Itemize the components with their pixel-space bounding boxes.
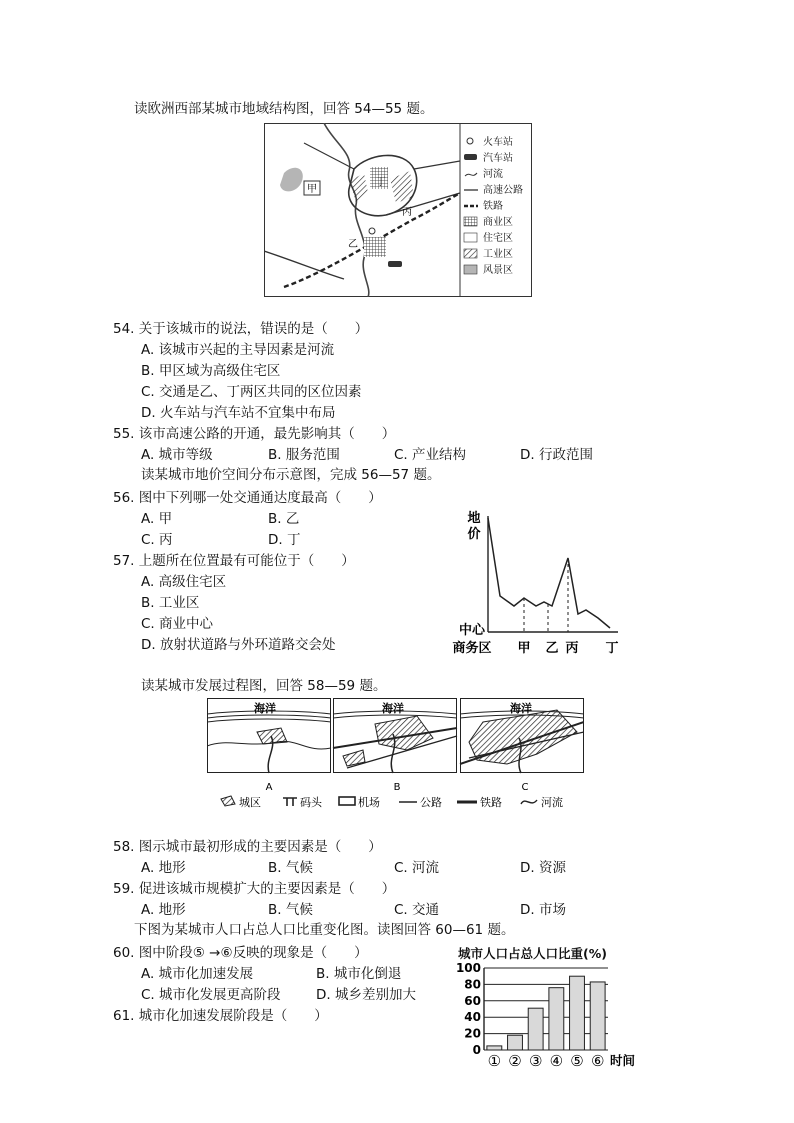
land-price-diagram <box>452 506 628 660</box>
q60-option-a[interactable]: A. 城市化加速发展 <box>141 966 254 982</box>
category-label: ② <box>508 1052 522 1070</box>
q54-option-a[interactable]: A. 该城市兴起的主导因素是河流 <box>141 342 335 358</box>
y-tick-label: 40 <box>464 1010 481 1025</box>
commercial-zone-icon <box>464 217 477 226</box>
x-label-bing: 丙 <box>565 641 579 656</box>
legend-river: 河流 <box>541 796 563 809</box>
q57-option-d[interactable]: D. 放射状道路与外环道路交会处 <box>141 637 336 653</box>
stage-label-c: C <box>521 782 529 793</box>
question-58-stem: 58. 图示城市最初形成的主要因素是（ ） <box>113 839 382 855</box>
x-label-yi: 乙 <box>545 641 559 656</box>
category-label: ⑥ <box>590 1052 605 1070</box>
legend-label: 工业区 <box>483 249 513 260</box>
q58-option-b[interactable]: B. 气候 <box>268 860 313 876</box>
category-label: ③ <box>528 1052 543 1070</box>
q56-option-d[interactable]: D. 丁 <box>268 532 301 548</box>
bar <box>549 988 564 1050</box>
urban-population-chart <box>456 944 646 1072</box>
legend-road: 公路 <box>420 796 442 809</box>
q55-option-b[interactable]: B. 服务范围 <box>268 447 340 463</box>
city-structure-map <box>264 123 532 297</box>
question-55-stem: 55. 该市高速公路的开通，最先影响其（ ） <box>113 426 396 442</box>
place-label-jia: 甲 <box>307 184 317 195</box>
y-tick-label: 60 <box>464 993 481 1008</box>
river-icon <box>521 800 537 804</box>
q54-option-c[interactable]: C. 交通是乙、丁两区共同的区位因素 <box>141 384 362 400</box>
urban-area-icon <box>221 796 235 806</box>
q55-option-c[interactable]: C. 产业结构 <box>394 447 467 463</box>
bar <box>487 1046 502 1050</box>
place-label-yi: 乙 <box>348 239 358 250</box>
q56-option-b[interactable]: B. 乙 <box>268 511 300 527</box>
q58-option-d[interactable]: D. 资源 <box>520 860 566 876</box>
q56-option-c[interactable]: C. 丙 <box>141 532 173 548</box>
intro-58-59: 读某城市发展过程图，回答 58—59 题。 <box>141 678 387 694</box>
bar <box>528 1008 543 1050</box>
q54-option-d[interactable]: D. 火车站与汽车站不宜集中布局 <box>141 405 336 421</box>
land-price-curve <box>488 518 610 628</box>
scenic-zone-icon <box>464 265 477 274</box>
legend-label: 汽车站 <box>483 153 513 164</box>
city-development-maps <box>207 698 584 814</box>
q59-option-b[interactable]: B. 气候 <box>268 902 313 918</box>
origin-label-1: 中心 <box>458 623 486 638</box>
question-56-stem: 56. 图中下列哪一处交通通达度最高（ ） <box>113 490 382 506</box>
q55-option-d[interactable]: D. 行政范围 <box>520 447 593 463</box>
legend-label: 火车站 <box>483 137 513 148</box>
land-price-ylabel-2: 价 <box>467 527 481 542</box>
sea-label-b: 海洋 <box>382 702 404 715</box>
chart-title: 城市人口占总人口比重(%) <box>458 946 607 961</box>
q60-option-c[interactable]: C. 城市化发展更高阶段 <box>141 987 281 1003</box>
origin-label-2: 商务区 <box>452 641 492 656</box>
category-label: ④ <box>549 1052 564 1070</box>
place-label-bing: 丙 <box>402 207 412 218</box>
legend-label: 高速公路 <box>483 185 523 196</box>
q60-option-b[interactable]: B. 城市化倒退 <box>316 966 402 982</box>
q58-option-c[interactable]: C. 河流 <box>394 860 440 876</box>
legend-dock: 码头 <box>300 796 322 809</box>
sea-label-a: 海洋 <box>254 702 276 715</box>
bar <box>508 1035 523 1050</box>
residential-zone-icon <box>464 233 477 242</box>
sea-label-c: 海洋 <box>510 702 532 715</box>
y-tick-label: 100 <box>456 962 481 975</box>
category-label: ① <box>487 1052 502 1070</box>
q60-option-d[interactable]: D. 城乡差别加大 <box>316 987 416 1003</box>
legend-label: 住宅区 <box>483 233 513 244</box>
q59-option-d[interactable]: D. 市场 <box>520 902 566 918</box>
stage-label-a: A <box>265 782 273 793</box>
question-57-stem: 57. 上题所在位置最有可能位于（ ） <box>113 553 355 569</box>
question-60-stem: 60. 图中阶段⑤ →⑥反映的现象是（ ） <box>113 945 368 961</box>
bus-station-icon <box>464 154 477 160</box>
y-tick-label: 80 <box>464 977 481 992</box>
legend-label: 风景区 <box>483 265 513 276</box>
q59-option-a[interactable]: A. 地形 <box>141 902 186 918</box>
place-label-ding: 丁 <box>376 177 386 188</box>
bar <box>570 976 585 1050</box>
q58-option-a[interactable]: A. 地形 <box>141 860 186 876</box>
land-price-drawing <box>452 506 628 660</box>
intro-56-57: 读某城市地价空间分布示意图，完成 56—57 题。 <box>141 467 441 483</box>
question-54-stem: 54. 关于该城市的说法，错误的是（ ） <box>113 321 369 337</box>
intro-60-61: 下图为某城市人口占总人口比重变化图。读图回答 60—61 题。 <box>134 922 515 938</box>
stage-label-b: B <box>393 782 401 793</box>
bar-chart-svg <box>456 962 646 1072</box>
q57-option-c[interactable]: C. 商业中心 <box>141 616 214 632</box>
legend-label: 商业区 <box>483 217 513 228</box>
q59-option-c[interactable]: C. 交通 <box>394 902 440 918</box>
question-61-stem: 61. 城市化加速发展阶段是（ ） <box>113 1008 328 1024</box>
q55-option-a[interactable]: A. 城市等级 <box>141 447 213 463</box>
land-price-ylabel-1: 地 <box>467 511 481 526</box>
legend-urban: 城区 <box>239 796 261 809</box>
airport-icon <box>339 797 355 805</box>
y-tick-label: 0 <box>472 1043 481 1057</box>
industrial-zone-icon <box>464 249 477 258</box>
city-development-drawing <box>207 698 584 814</box>
bus-station-marker <box>388 261 402 267</box>
legend-label: 河流 <box>483 169 503 180</box>
x-label-ding: 丁 <box>605 641 619 656</box>
legend-railway: 铁路 <box>480 796 502 809</box>
legend-label: 铁路 <box>483 201 503 212</box>
question-59-stem: 59. 促进该城市规模扩大的主要因素是（ ） <box>113 881 396 897</box>
q57-option-b[interactable]: B. 工业区 <box>141 595 200 611</box>
category-label: ⑤ <box>570 1052 584 1070</box>
q56-option-a[interactable]: A. 甲 <box>141 511 173 527</box>
x-label-jia: 甲 <box>517 641 531 656</box>
commercial-zone-yi <box>364 237 386 257</box>
y-tick-label: 20 <box>464 1026 481 1041</box>
bar <box>590 982 605 1050</box>
q57-option-a[interactable]: A. 高级住宅区 <box>141 574 227 590</box>
panel-b <box>333 699 457 774</box>
panel-c <box>460 699 584 774</box>
x-axis-label: 时间 <box>610 1053 636 1068</box>
legend-airport: 机场 <box>358 796 380 809</box>
dock-icon <box>283 798 297 806</box>
q54-option-b[interactable]: B. 甲区域为高级住宅区 <box>141 363 281 379</box>
intro-54-55: 读欧洲西部某城市地域结构图，回答 54—55 题。 <box>134 101 434 117</box>
map-legend-labels <box>483 135 523 279</box>
panel-a <box>207 699 331 774</box>
